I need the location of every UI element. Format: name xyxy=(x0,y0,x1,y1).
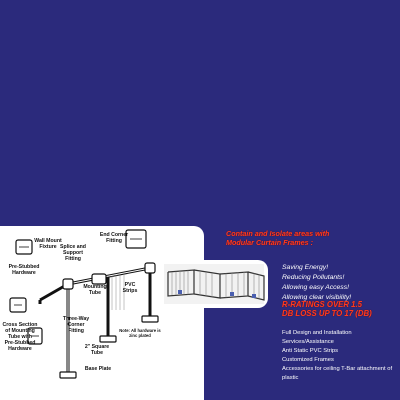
benefit-item: Allowing clear visibility! xyxy=(282,294,352,301)
label-end-corner-fitting: End Corner Fitting xyxy=(99,232,129,244)
label-pre-stubbed-hardware: Pre-Stubbed Hardware xyxy=(8,264,40,276)
frame-diagram-drawing xyxy=(0,226,204,400)
label-wall-mount-fixture: Wall Mount Fixture xyxy=(34,238,62,250)
service-item: Full Design and Installation Services/Assistance xyxy=(282,330,352,345)
label-mounting-tube: Mounting Tube xyxy=(83,284,107,296)
label-splice-support-fitting: Splice and Support Fitting xyxy=(60,244,86,262)
service-item: Anti Static PVC Strips xyxy=(282,348,339,354)
benefit-item: Allowing easy Access! xyxy=(282,284,349,291)
service-item: Customized Frames xyxy=(282,357,334,363)
label-square-tube: 2" Square Tube xyxy=(84,344,110,356)
benefit-item: Saving Energy! xyxy=(282,264,329,271)
benefits-list xyxy=(282,263,397,303)
label-three-way-corner-fitting: Three-Way Corner Fitting xyxy=(62,316,90,334)
headline: Contain and Isolate areas with Modular Curtain Frames : xyxy=(226,229,330,247)
curtain-frame-photo xyxy=(160,260,268,308)
rating-callout: R-RATINGS OVER 1.5 DB LOSS UP TO 17 (DB) xyxy=(282,300,372,318)
benefit-item: Reducing Pollutants! xyxy=(282,274,345,281)
label-base-plate: Base Plate xyxy=(84,366,112,372)
curtain-enclosure-illustration xyxy=(160,260,268,308)
services-list xyxy=(282,329,398,383)
service-item: Accessories for ceiling T-Bar attachment of plastic xyxy=(282,366,393,381)
frame-diagram xyxy=(0,226,204,400)
label-cross-section: Cross Section of Mounting Tube with Pre-Stubbed Hardware xyxy=(2,322,38,352)
label-hardware-note: Note: All hardware is zinc plated xyxy=(119,328,161,338)
label-pvc-strips: PVC Strips xyxy=(122,282,138,294)
